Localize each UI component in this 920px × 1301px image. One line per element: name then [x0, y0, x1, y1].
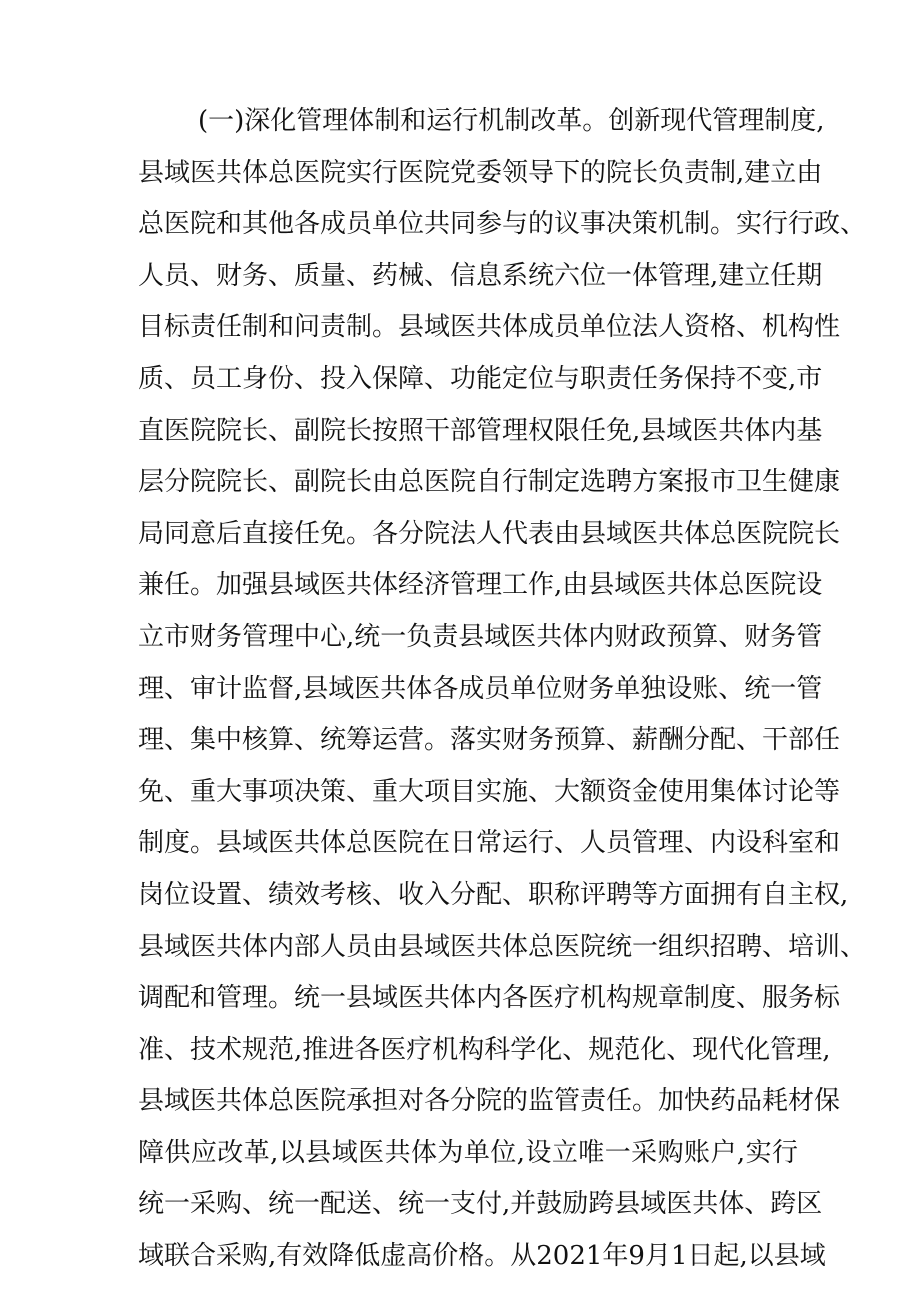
- paragraph-line: 理、审计监督,县域医共体各成员单位财务单独设账、统一管: [138, 673, 823, 704]
- paragraph-line: 县域医共体内部人员由县域医共体总医院统一组织招聘、培训、: [138, 931, 867, 962]
- paragraph-line: 统一采购、统一配送、统一支付,并鼓励跨县域医共体、跨区: [138, 1189, 823, 1220]
- paragraph-line: 总医院和其他各成员单位共同参与的议事决策机制。实行行政、: [138, 209, 867, 240]
- paragraph-line: 直医院院长、副院长按照干部管理权限任免,县域医共体内基: [138, 415, 823, 446]
- paragraph-line: 县域医共体总医院实行医院党委领导下的院长负责制,建立由: [138, 157, 823, 188]
- paragraph-line: 局同意后直接任免。各分院法人代表由县域医共体总医院院长: [138, 518, 841, 549]
- paragraph-line: 障供应改革,以县域医共体为单位,设立唯一采购账户,实行: [138, 1137, 798, 1168]
- paragraph-line: 目标责任制和问责制。县域医共体成员单位法人资格、机构性: [138, 312, 841, 343]
- paragraph-line: 理、集中核算、统筹运营。落实财务预算、薪酬分配、干部任: [138, 725, 841, 756]
- paragraph-line: 调配和管理。统一县域医共体内各医疗机构规章制度、服务标: [138, 983, 841, 1014]
- body-paragraph: [138, 96, 867, 1283]
- paragraph-line: (一)深化管理体制和运行机制改革。创新现代管理制度,: [198, 106, 825, 136]
- paragraph-line: 人员、财务、质量、药械、信息系统六位一体管理,建立任期: [138, 260, 823, 291]
- paragraph-line: 立市财务管理中心,统一负责县域医共体内财政预算、财务管: [138, 621, 823, 652]
- paragraph-line: 兼任。加强县域医共体经济管理工作,由县域医共体总医院设: [138, 570, 823, 601]
- paragraph-line: 县域医共体总医院承担对各分院的监管责任。加快药品耗材保: [138, 1086, 841, 1117]
- paragraph-line: 层分院院长、副院长由总医院自行制定选聘方案报市卫生健康: [138, 467, 841, 498]
- paragraph-line: 制度。县域医共体总医院在日常运行、人员管理、内设科室和: [138, 828, 841, 859]
- paragraph-line: 域联合采购,有效降低虚高价格。从2021年9月1日起,以县域: [138, 1241, 826, 1272]
- paragraph-line: 质、员工身份、投入保障、功能定位与职责任务保持不变,市: [138, 363, 823, 394]
- paragraph-line: 准、技术规范,推进各医疗机构科学化、规范化、现代化管理,: [138, 1034, 831, 1065]
- paragraph-line: 免、重大事项决策、重大项目实施、大额资金使用集体讨论等: [138, 776, 841, 807]
- paragraph-line: 岗位设置、绩效考核、收入分配、职称评聘等方面拥有自主权,: [138, 879, 849, 910]
